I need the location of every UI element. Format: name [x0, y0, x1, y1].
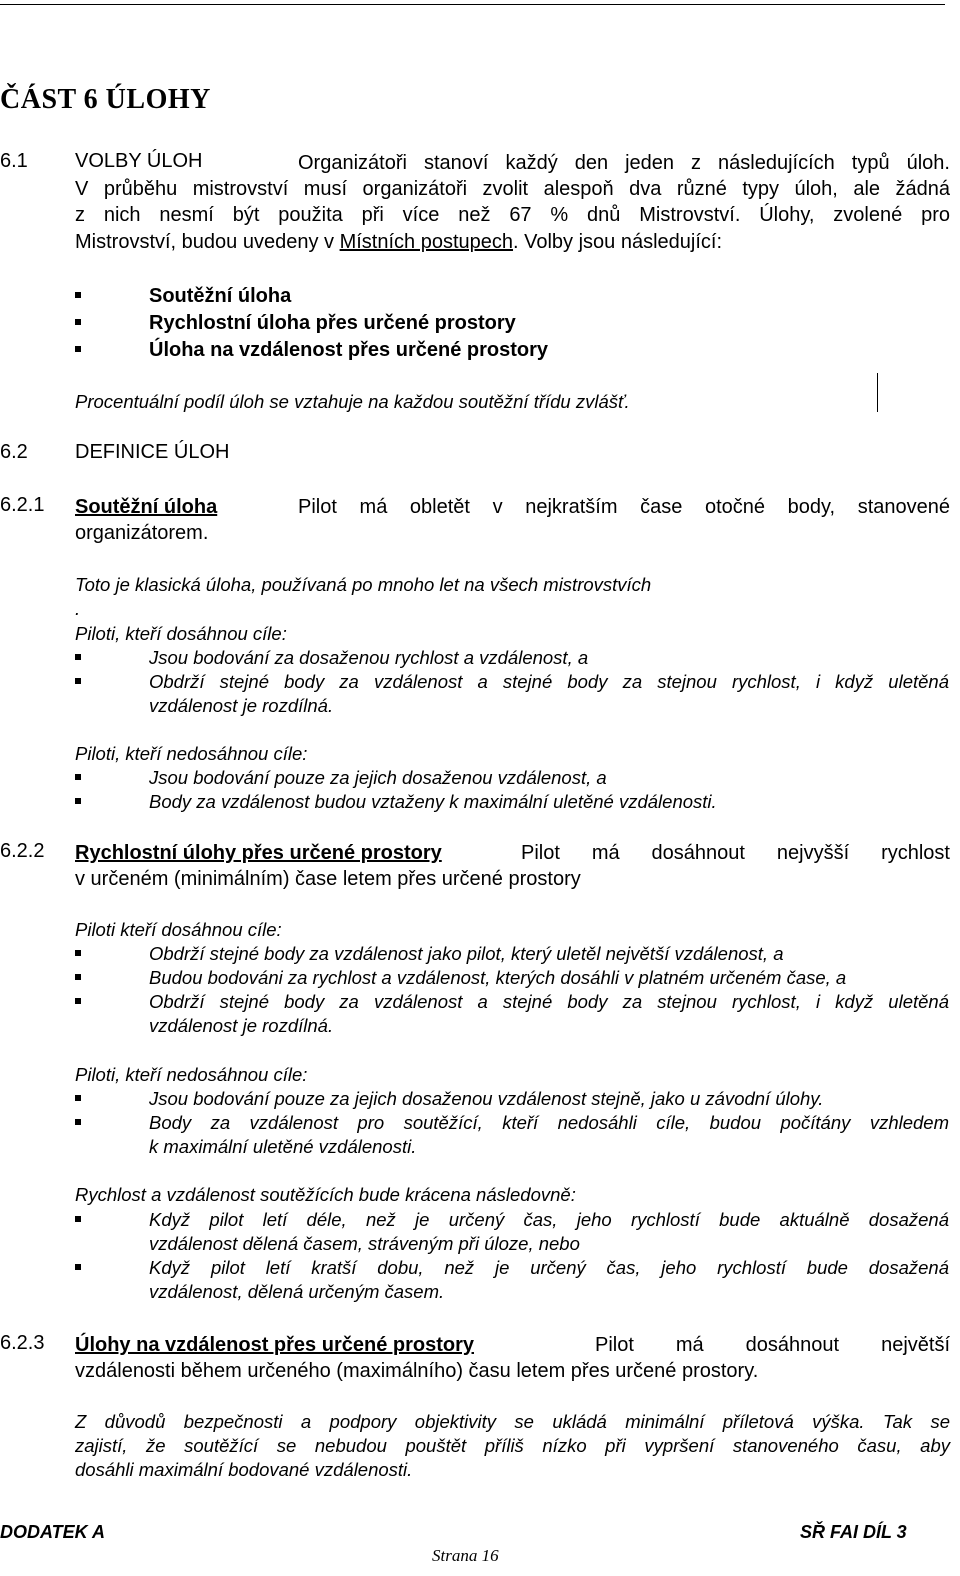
s622-notreached-1: Jsou bodování pouze za jejich dosaženou vzdálenost stejně, jako u závodní úlohy.	[149, 1088, 824, 1109]
option-soutezni-uloha: Soutěžní úloha	[149, 285, 292, 307]
s622-notreached-label: Piloti, kteří nedosáhnou cíle:	[75, 1064, 308, 1085]
s621-notreached-2: Body za vzdálenost budou vztaženy k maximální uletěné vzdálenosti.	[149, 791, 717, 812]
s621-reached-3: vzdálenost je rozdílná.	[149, 695, 334, 716]
s622-notreached-3: k maximální uletěné vzdálenosti.	[149, 1136, 417, 1157]
bullet-icon	[75, 654, 81, 660]
s61-line4: Mistrovství, budou uvedeny v Místních postupech. Volby jsou následující:	[75, 231, 723, 253]
section-heading-6-2: DEFINICE ÚLOH	[75, 441, 230, 463]
s622-title: Rychlostní úlohy přes určené prostory	[75, 842, 442, 864]
footer-left: DODATEK A	[0, 1522, 105, 1542]
option-rychlostni-uloha: Rychlostní úloha přes určené prostory	[149, 312, 516, 334]
s621-notreached-1: Jsou bodování pouze za jejich dosaženou vzdálenost, a	[149, 767, 607, 788]
s623-line1: Pilot má dosáhnout největší	[595, 1334, 950, 1356]
bullet-icon	[75, 1119, 81, 1125]
section-number-6-2-3: 6.2.3	[0, 1332, 45, 1354]
page-number: Strana 16	[432, 1546, 499, 1565]
bullet-icon	[75, 678, 81, 684]
s622-reduce-2: vzdálenost dělená časem, stráveným při úloze, nebo	[149, 1233, 580, 1254]
s623-title: Úlohy na vzdálenost přes určené prostory	[75, 1334, 474, 1356]
bullet-icon	[75, 774, 81, 780]
s622-notreached-2: Body za vzdálenost pro soutěžící, kteří nedosáhli cíle, budou počítány vzhledem	[149, 1112, 949, 1133]
bullet-icon	[75, 292, 81, 298]
bullet-icon	[75, 1095, 81, 1101]
s621-notreached-label: Piloti, kteří nedosáhnou cíle:	[75, 743, 308, 764]
s622-reached-4: vzdálenost je rozdílná.	[149, 1015, 334, 1036]
bullet-icon	[75, 1264, 81, 1270]
section-number-6-2: 6.2	[0, 441, 28, 463]
s622-reduce-1: Když pilot letí déle, než je určený čas, jeho rychlostí bude aktuálně dosažená	[149, 1209, 949, 1230]
s61-note: Procentuální podíl úloh se vztahuje na každou soutěžní třídu zvlášť.	[75, 391, 630, 412]
s61-line2: V průběhu mistrovství musí organizátoři zvolit alespoň dva různé typy úloh, ale žádná	[75, 178, 950, 200]
bullet-icon	[75, 950, 81, 956]
s61-line1: Organizátoři stanoví každý den jeden z následujících typů úloh.	[298, 152, 950, 174]
s621-reached-label: Piloti, kteří dosáhnou cíle:	[75, 623, 287, 644]
s61-line3: z nich nesmí být použita při více než 67 % dnů Mistrovství. Úlohy, zvolené pro	[75, 204, 950, 226]
s621-classic: Toto je klasická úloha, používaná po mnoho let na všech mistrovstvích	[75, 574, 652, 595]
s621-reached-2: Obdrží stejné body za vzdálenost a stejné body za stejnou rychlost, i když uletěná	[149, 671, 949, 692]
bullet-icon	[75, 974, 81, 980]
s622-line1: Pilot má dosáhnout nejvyšší rychlost	[521, 842, 950, 864]
option-uloha-na-vzdalenost: Úloha na vzdálenost přes určené prostory	[149, 339, 548, 361]
s622-reached-1: Obdrží stejné body za vzdálenost jako pilot, který uletěl největší vzdálenost, a	[149, 943, 784, 964]
bullet-icon	[75, 1216, 81, 1222]
section-number-6-2-2: 6.2.2	[0, 840, 45, 862]
bullet-icon	[75, 346, 81, 352]
bullet-icon	[75, 319, 81, 325]
bullet-icon	[75, 798, 81, 804]
section-number-6-2-1: 6.2.1	[0, 494, 45, 516]
s623-safety-1: Z důvodů bezpečnosti a podpory objektivity se ukládá minimální příletová výška. Tak se	[75, 1411, 950, 1432]
change-bar	[877, 373, 878, 412]
part-title: ČÁST 6 ÚLOHY	[0, 84, 211, 115]
header-rule	[0, 4, 945, 5]
s622-reached-2: Budou bodováni za rychlost a vzdálenost, kterých dosáhli v platném určeném čase, a	[149, 967, 847, 988]
s621-dot: .	[75, 598, 81, 619]
s622-reached-3: Obdrží stejné body za vzdálenost a stejné body za stejnou rychlost, i když uletěná	[149, 991, 949, 1012]
s621-reached-1: Jsou bodování za dosaženou rychlost a vzdálenost, a	[149, 647, 589, 668]
s622-line2: v určeném (minimálním) čase letem přes určené prostory	[75, 868, 581, 890]
s621-line1: Pilot má obletět v nejkratším čase otočné body, stanovené	[298, 496, 950, 518]
s622-reached-label: Piloti kteří dosáhnou cíle:	[75, 919, 282, 940]
s623-safety-3: dosáhli maximální bodované vzdálenosti.	[75, 1459, 413, 1480]
footer-right: SŘ FAI DÍL 3	[800, 1522, 907, 1542]
s622-reduce-4: vzdálenost, dělená určeným časem.	[149, 1281, 445, 1302]
mistni-postupy-link[interactable]: Místních postupech	[339, 231, 514, 253]
section-heading-6-1: VOLBY ÚLOH	[75, 150, 203, 172]
s623-safety-2: zajistí, že soutěžící se nebudou pouštět příliš nízko při vypršení stanoveného času, aby	[75, 1435, 950, 1456]
s622-reduce-label: Rychlost a vzdálenost soutěžících bude krácena následovně:	[75, 1184, 576, 1205]
s621-title: Soutěžní úloha	[75, 496, 218, 518]
s621-line2: organizátorem.	[75, 522, 209, 544]
s622-reduce-3: Když pilot letí kratší dobu, než je určený čas, jeho rychlostí bude dosažená	[149, 1257, 949, 1278]
section-number-6-1: 6.1	[0, 150, 28, 172]
s623-line2: vzdálenosti během určeného (maximálního) času letem přes určené prostory.	[75, 1360, 759, 1382]
bullet-icon	[75, 998, 81, 1004]
